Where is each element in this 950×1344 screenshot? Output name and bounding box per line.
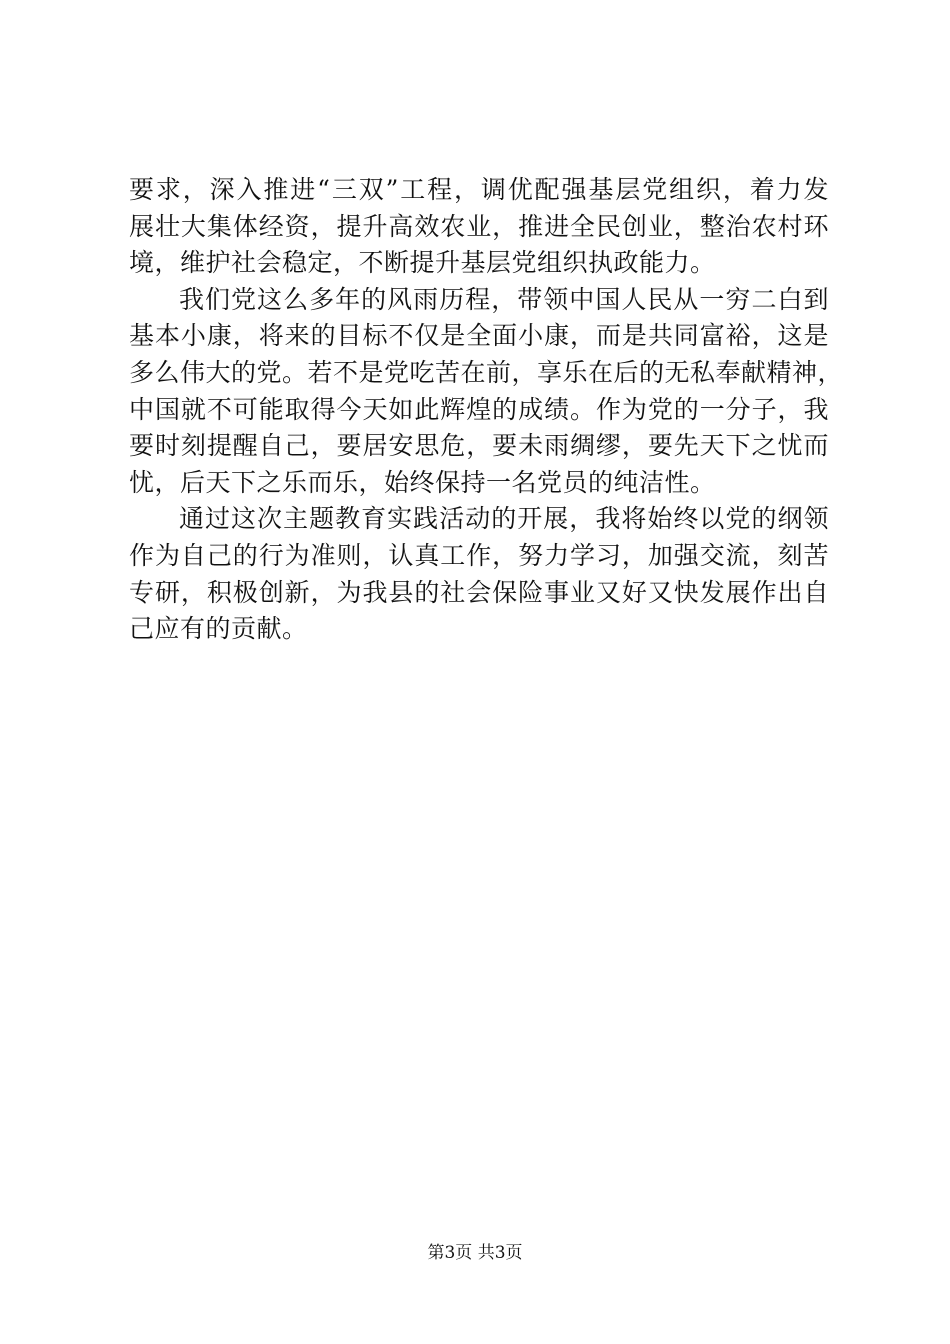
text-line: 我们党这么多年的风雨历程，带领中国人民从一穷二白到	[179, 284, 829, 314]
page-number: 第3页 共3页	[427, 1243, 523, 1263]
body-text	[129, 172, 844, 648]
text-line: 要求，深入推进“三双”工程，调优配强基层党组织，着力发	[129, 175, 829, 204]
text-line: 境，维护社会稳定，不断提升基层党组织执政能力。	[129, 248, 716, 278]
text-line: 专研，积极创新，为我县的社会保险事业又好又快发展作出自	[129, 577, 829, 607]
text-line: 基本小康，将来的目标不仅是全面小康，而是共同富裕，这是	[129, 321, 829, 351]
text-line: 展壮大集体经资，提升高效农业，推进全民创业，整治农村环	[129, 211, 829, 241]
text-line: 作为自己的行为准则，认真工作，努力学习，加强交流，刻苦	[129, 540, 829, 570]
text-line: 要时刻提醒自己，要居安思危，要未雨绸缪，要先天下之忧而	[129, 431, 829, 461]
text-line: 通过这次主题教育实践活动的开展，我将始终以党的纲领	[179, 504, 829, 534]
text-line: 多么伟大的党。若不是党吃苦在前，享乐在后的无私奉献精神，	[129, 357, 844, 387]
text-line: 己应有的贡献。	[129, 614, 308, 644]
text-line: 忧，后天下之乐而乐，始终保持一名党员的纯洁性。	[129, 467, 716, 497]
text-line: 中国就不可能取得今天如此辉煌的成绩。作为党的一分子，我	[129, 394, 829, 424]
page-footer	[0, 1241, 950, 1265]
